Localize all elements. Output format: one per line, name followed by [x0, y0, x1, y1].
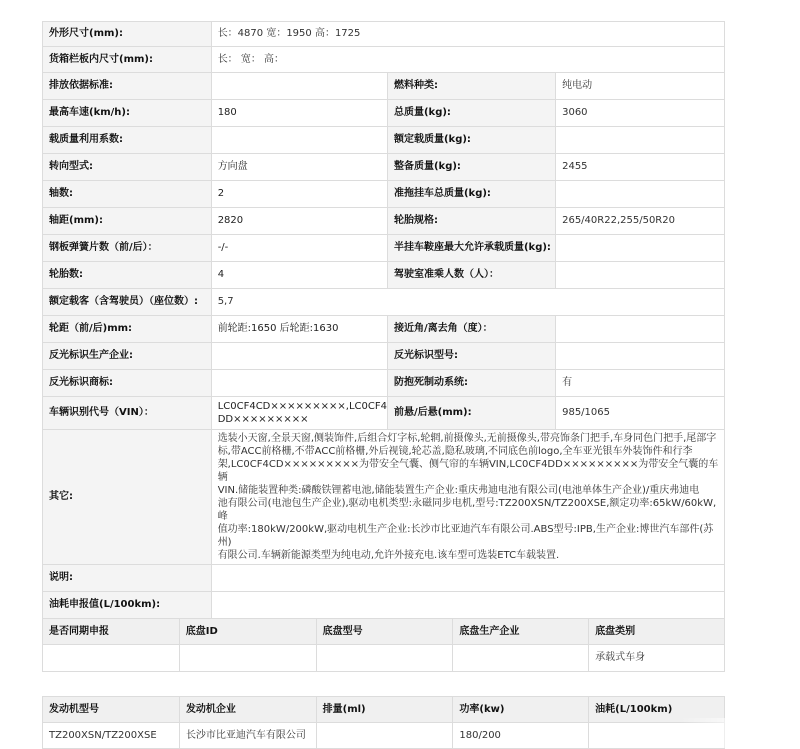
- spec-row: [43, 316, 725, 343]
- leaf-spring-label: 钢板弹簧片数（前/后）：: [43, 235, 212, 262]
- other-label: 其它:: [43, 430, 212, 565]
- curb-mass-label: 整备质量(kg):: [387, 154, 555, 181]
- chassis-header-row: [43, 619, 725, 645]
- spec-row: [43, 127, 725, 154]
- saddle-load-label: 半挂车鞍座最大允许承载质量(kg):: [387, 235, 555, 262]
- tire-count-value: 4: [211, 262, 387, 289]
- other-value: [211, 430, 724, 565]
- trailer-mass-label: 准拖挂车总质量(kg):: [387, 181, 555, 208]
- track-label: 轮距（前/后)mm:: [43, 316, 212, 343]
- chassis-cell: [179, 645, 316, 672]
- reflect-brand-value: [211, 370, 387, 397]
- reflect-model-value: [556, 343, 725, 370]
- chassis-cell: [43, 645, 180, 672]
- note-label: 说明:: [43, 565, 212, 592]
- wheelbase-value: 2820: [211, 208, 387, 235]
- engine-cell: TZ200XSN/TZ200XSE: [43, 723, 180, 749]
- total-mass-label: 总质量(kg):: [387, 100, 555, 127]
- cab-seats-value: [556, 262, 725, 289]
- vin-line: DD×××××××××: [217, 414, 309, 425]
- spec-row-dimensions: [43, 22, 725, 47]
- rated-pass-value: 5,7: [211, 289, 724, 316]
- curb-mass-value: 2455: [556, 154, 725, 181]
- chassis-header-cell: 底盘型号: [316, 619, 453, 645]
- emission-value: [211, 73, 387, 100]
- dimensions-label: 外形尺寸(mm):: [43, 22, 212, 47]
- approach-value: [556, 316, 725, 343]
- cargo-box-label: 货箱栏板内尺寸(mm):: [43, 47, 212, 73]
- other-line: 架,LC0CF4CD×××××××××为带安全气囊、侧气帘的车辆VIN,LC0CF4DD×××××××××为带安全气囊的车辆: [217, 459, 719, 483]
- emission-label: 排放依据标准:: [43, 73, 212, 100]
- steering-label: 转向型式:: [43, 154, 212, 181]
- reflect-brand-label: 反光标识商标:: [43, 370, 212, 397]
- engine-header-cell: 排量(ml): [316, 697, 453, 723]
- reflect-maker-label: 反光标识生产企业:: [43, 343, 212, 370]
- rated-load-value: [556, 127, 725, 154]
- chassis-header-cell: 底盘类别: [589, 619, 725, 645]
- chassis-header-cell: 是否同期申报: [43, 619, 180, 645]
- spec-row: [43, 262, 725, 289]
- total-mass-value: 3060: [556, 100, 725, 127]
- approach-label: 接近角/离去角（度）：: [387, 316, 555, 343]
- chassis-header-cell: 底盘ID: [179, 619, 316, 645]
- rated-pass-label: 额定载客（含驾驶员）（座位数）:: [43, 289, 212, 316]
- tire-spec-label: 轮胎规格:: [387, 208, 555, 235]
- fuel-label: 燃料种类:: [387, 73, 555, 100]
- spec-row: [43, 565, 725, 592]
- chassis-cell: 承载式车身: [589, 645, 725, 672]
- engine-header-cell: 油耗(L/100km): [589, 697, 725, 723]
- spec-row: [43, 208, 725, 235]
- vin-value: [211, 397, 387, 430]
- spec-row: [43, 100, 725, 127]
- engine-table: [42, 696, 725, 749]
- spec-row-cargo: [43, 47, 725, 73]
- engine-header-cell: 发动机企业: [179, 697, 316, 723]
- vin-label: 车辆识别代号（VIN）：: [43, 397, 212, 430]
- cargo-box-value: 长： 宽： 高：: [211, 47, 724, 73]
- tire-spec-value: 265/40R22,255/50R20: [556, 208, 725, 235]
- spec-row: [43, 592, 725, 619]
- other-line: 有限公司.车辆新能源类型为纯电动,允许外接充电.该车型可选装ETC车载装置.: [217, 550, 560, 561]
- cab-seats-label: 驾驶室准乘人数（人）：: [387, 262, 555, 289]
- wheelbase-label: 轴距(mm):: [43, 208, 212, 235]
- steering-value: 方向盘: [211, 154, 387, 181]
- spec-row: [43, 370, 725, 397]
- spec-row: [43, 181, 725, 208]
- rated-load-label: 额定载质量(kg):: [387, 127, 555, 154]
- axles-label: 轴数:: [43, 181, 212, 208]
- overhang-value: 985/1065: [556, 397, 725, 430]
- engine-data-row: [43, 723, 725, 749]
- chassis-data-row: [43, 645, 725, 672]
- overhang-label: 前悬/后悬(mm):: [387, 397, 555, 430]
- fuel-value: 纯电动: [556, 73, 725, 100]
- tire-count-label: 轮胎数:: [43, 262, 212, 289]
- spec-row: [43, 289, 725, 316]
- saddle-load-value: [556, 235, 725, 262]
- spec-row: [43, 343, 725, 370]
- vin-line: LC0CF4CD×××××××××,LC0CF4: [217, 401, 387, 412]
- trailer-mass-value: [556, 181, 725, 208]
- other-line: VIN.储能装置种类:磷酸铁锂蓄电池,储能装置生产企业:重庆弗迪电池有限公司(电池单体生产企业)/重庆弗迪电: [217, 485, 700, 496]
- engine-header-cell: 发动机型号: [43, 697, 180, 723]
- chassis-cell: [316, 645, 453, 672]
- consumption-label: 油耗申报值(L/100km):: [43, 592, 212, 619]
- engine-cell: 长沙市比亚迪汽车有限公司: [179, 723, 316, 749]
- dimensions-value: 长：4870 宽：1950 高：1725: [211, 22, 724, 47]
- spec-row-other: [43, 430, 725, 565]
- engine-header-cell: 功率(kw): [453, 697, 589, 723]
- note-value: [211, 565, 724, 592]
- abs-label: 防抱死制动系统:: [387, 370, 555, 397]
- max-speed-label: 最高车速(km/h):: [43, 100, 212, 127]
- leaf-spring-value: -/-: [211, 235, 387, 262]
- track-value: 前轮距:1650 后轮距:1630: [211, 316, 387, 343]
- spec-row: [43, 73, 725, 100]
- consumption-value: [211, 592, 724, 619]
- spec-row: [43, 154, 725, 181]
- spec-row: [43, 397, 725, 430]
- abs-value: 有: [556, 370, 725, 397]
- reflect-model-label: 反光标识型号:: [387, 343, 555, 370]
- other-line: 标,带ACC前格栅,不带ACC前格栅,外后视镜,轮芯盖,隐私玻璃,不同底色前logo,全车亚光银车外装饰件和行李: [217, 446, 693, 457]
- spec-row: [43, 235, 725, 262]
- engine-cell: 180/200: [453, 723, 589, 749]
- engine-cell: [316, 723, 453, 749]
- other-line: 值功率:180kW/200kW,驱动电机生产企业:长沙市比亚迪汽车有限公司.ABS型号:IPB,生产企业:博世汽车部件(苏州): [217, 524, 714, 548]
- load-util-label: 载质量利用系数:: [43, 127, 212, 154]
- chassis-cell: [453, 645, 589, 672]
- max-speed-value: 180: [211, 100, 387, 127]
- chassis-table: [42, 618, 725, 672]
- other-line: 选装小天窗,全景天窗,侧装饰件,后组合灯字标,轮辋,前摄像头,无前摄像头,带亮饰条门把手,车身同色门把手,尾部字: [217, 433, 717, 444]
- other-line: 池有限公司(电池包生产企业),驱动电机类型:永磁同步电机,型号:TZ200XSN/TZ200XSE,额定功率:65kW/60kW,峰: [217, 498, 717, 522]
- load-util-value: [211, 127, 387, 154]
- axles-value: 2: [211, 181, 387, 208]
- engine-header-row: [43, 697, 725, 723]
- chassis-header-cell: 底盘生产企业: [453, 619, 589, 645]
- bottom-right-fade: [680, 718, 800, 748]
- spec-table: [42, 21, 725, 619]
- reflect-maker-value: [211, 343, 387, 370]
